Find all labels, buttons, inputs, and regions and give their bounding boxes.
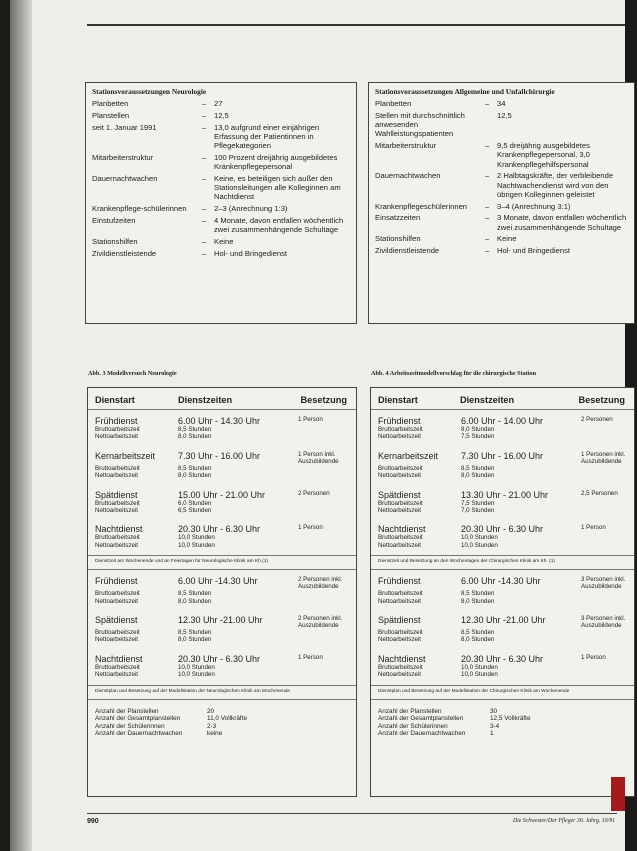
hours-label: Nettoarbeitszeit	[95, 636, 138, 644]
summary-row	[95, 730, 349, 738]
hours-value: 8,0 Stunden	[178, 433, 212, 441]
summary-value: 11,0 Vollkräfte	[207, 715, 248, 723]
shift-hours	[95, 500, 349, 507]
shift-hours	[378, 465, 627, 472]
shift-line	[95, 451, 349, 465]
hours-value: 8,5 Stunden	[178, 629, 212, 637]
hours-label: Nettoarbeitszeit	[95, 541, 138, 549]
requirement-row	[86, 249, 356, 258]
hours-label: Bruttoarbeitszeit	[95, 464, 140, 472]
table-note: Dienstplan und Besetzung auf der Modellstation der Chirurgischen Klinik am Wochenende	[371, 685, 634, 700]
box-title: Stationsvoraussetzungen Neurologie	[92, 87, 207, 96]
hours-value: 8,0 Stunden	[461, 597, 495, 605]
shift-hours	[95, 426, 349, 433]
hours-label: Nettoarbeitszeit	[378, 597, 421, 605]
shift-times: 20.30 Uhr - 6.30 Uhr	[178, 524, 261, 535]
requirement-value: 34	[497, 99, 506, 109]
requirement-value: 2 Halbtagskräfte, der verbleibende Nachtwachendienst wird von den übrigen Kolleginnen geleistet	[497, 171, 614, 199]
hours-value: 6,5 Stunden	[178, 507, 212, 515]
requirement-dash: –	[202, 216, 207, 225]
shift-line	[95, 490, 349, 500]
requirement-row	[369, 213, 634, 231]
requirement-row	[86, 237, 356, 246]
hours-value: 10,0 Stunden	[461, 671, 498, 679]
summary-value: 30	[490, 707, 498, 715]
table-note: Dienstplan und Besetzung auf der Modellstation der Neurologischen Klinik am Wochenende	[88, 685, 356, 700]
requirement-dash: –	[485, 99, 490, 109]
hours-label: Nettoarbeitszeit	[378, 507, 421, 515]
shift-line	[95, 416, 349, 426]
shift-entry	[88, 524, 356, 549]
requirement-dash: –	[202, 153, 207, 162]
requirement-label: Krankenpflegeschülerinnen	[375, 201, 468, 211]
shift-hours	[95, 507, 349, 514]
shift-hours	[378, 433, 627, 440]
header-dienstzeiten: Dienstzeiten	[459, 395, 515, 405]
hours-value: 8,0 Stunden	[461, 426, 495, 433]
hours-label: Bruttoarbeitszeit	[95, 663, 140, 671]
shift-hours	[378, 664, 627, 671]
shift-entry	[371, 615, 634, 644]
hours-label: Nettoarbeitszeit	[378, 636, 421, 644]
table-note: Dienstzeit und Besetzung an den Wochentagen der Chirurgischen Klinik am Kh. (1)	[371, 555, 634, 570]
hours-label: Bruttoarbeitszeit	[95, 499, 140, 507]
shift-hours	[95, 629, 349, 636]
document-page	[10, 0, 625, 851]
hours-value: 8,0 Stunden	[461, 636, 495, 644]
requirement-value: Keine	[214, 237, 234, 246]
summary-row	[378, 723, 627, 731]
table-header	[88, 388, 356, 410]
hours-label: Bruttoarbeitszeit	[378, 590, 423, 598]
staff-summary	[371, 706, 634, 740]
hours-label: Nettoarbeitszeit	[378, 671, 421, 679]
hours-label: Nettoarbeitszeit	[95, 671, 138, 679]
shift-line	[95, 576, 349, 590]
shift-staffing: 1 Person	[581, 524, 606, 532]
summary-value: keine	[207, 730, 223, 738]
requirement-dash: –	[485, 234, 490, 244]
header-rule	[87, 24, 625, 26]
shift-hours	[95, 671, 349, 678]
shift-times: 7.30 Uhr - 16.00 Uhr	[178, 450, 261, 461]
shift-name: Nachtdienst	[95, 653, 143, 664]
requirement-value: 100 Prozent dreijährig ausgebildetes Krankenpflegepersonal	[214, 153, 338, 172]
shift-entry	[88, 416, 356, 441]
shift-name: Frühdienst	[378, 576, 421, 587]
hours-value: 10,0 Stunden	[461, 663, 498, 671]
requirement-label: Planbetten	[92, 99, 129, 109]
requirement-label: Mitarbeiterstruktur	[375, 141, 437, 151]
shift-hours	[95, 433, 349, 440]
surgery-requirements-box	[368, 82, 635, 324]
requirement-row	[369, 234, 634, 243]
requirement-dash: –	[202, 174, 207, 183]
summary-label: Anzahl der Schülerinnen	[95, 722, 165, 730]
journal-source: Die Schwester/Der Pfleger 30. Jahrg. 10/91	[512, 818, 615, 824]
requirement-dash: –	[202, 99, 207, 109]
shift-times: 20.30 Uhr - 6.30 Uhr	[461, 524, 544, 535]
hours-value: 10,0 Stunden	[461, 534, 498, 542]
table-note: Dienstzeit am Wochenende und an Feiertagen für Neurologische Klinik am Kh (1)	[88, 555, 356, 570]
shift-hours	[378, 636, 627, 643]
hours-value: 7,0 Stunden	[461, 507, 495, 515]
summary-value: 3-4	[490, 722, 500, 730]
summary-label: Anzahl der Dauernachtwachen	[95, 730, 183, 738]
shift-times: 7.30 Uhr - 16.00 Uhr	[461, 450, 544, 461]
requirement-label: Planstellen	[92, 111, 130, 120]
shift-hours	[95, 664, 349, 671]
shift-line	[95, 654, 349, 664]
shift-hours	[95, 472, 349, 479]
schedule-table-left	[87, 387, 357, 797]
header-dienstart: Dienstart	[378, 395, 418, 405]
header-besetzung: Besetzung	[300, 395, 347, 405]
requirement-dash: –	[485, 201, 490, 211]
hours-label: Bruttoarbeitszeit	[378, 534, 423, 542]
header-dienstzeiten: Dienstzeiten	[178, 395, 233, 405]
requirement-dash: –	[202, 122, 207, 132]
shift-staffing: 1 Person	[298, 524, 323, 532]
header-dienstart: Dienstart	[95, 395, 135, 405]
box-title: Stationsvoraussetzungen Allgemeine und Unfallchirurgie	[375, 87, 555, 96]
shift-entry	[88, 490, 356, 515]
shift-times: 12.30 Uhr -21.00 Uhr	[178, 615, 263, 626]
shift-hours	[378, 590, 627, 597]
shift-staffing: 2 Personen	[581, 416, 613, 423]
requirement-label: Zivildienstleistende	[92, 248, 157, 258]
shift-entry	[371, 576, 634, 605]
shift-line	[378, 451, 627, 465]
hours-label: Bruttoarbeitszeit	[95, 629, 140, 637]
shift-hours	[95, 598, 349, 605]
shift-name: Nachtdienst	[378, 524, 426, 535]
requirement-row	[86, 99, 356, 108]
requirement-dash: –	[202, 111, 207, 120]
requirement-value: 12,5	[214, 111, 229, 120]
hours-label: Nettoarbeitszeit	[378, 433, 421, 441]
shift-line	[378, 524, 627, 534]
requirement-row	[86, 174, 356, 202]
schedule-table-right	[370, 387, 635, 797]
hours-label: Bruttoarbeitszeit	[378, 629, 423, 637]
hours-value: 8,5 Stunden	[178, 426, 212, 433]
summary-row	[95, 708, 349, 716]
requirement-dash: –	[202, 248, 207, 258]
hours-label: Bruttoarbeitszeit	[95, 426, 140, 433]
hours-label: Bruttoarbeitszeit	[95, 534, 140, 542]
page-edge-marker	[611, 777, 625, 811]
figure-caption-right: Abb. 4 Arbeitszeitmodellvorschlag für die chirurgische Station	[371, 370, 537, 377]
shift-name: Kernarbeitszeit	[378, 450, 439, 461]
requirement-row	[86, 204, 356, 213]
summary-value: 20	[207, 707, 215, 715]
footer-rule	[87, 813, 617, 814]
hours-value: 10,0 Stunden	[178, 541, 215, 549]
requirement-value: Hol- und Bringedienst	[214, 248, 288, 258]
summary-label: Anzahl der Schülerinnen	[378, 722, 448, 730]
shift-staffing: 1 Person	[581, 653, 606, 661]
shift-line	[378, 576, 627, 590]
shift-staffing: 1 Personen inkl. Auszubildende	[581, 450, 626, 465]
requirement-value: 27	[214, 99, 223, 109]
hours-value: 8,0 Stunden	[178, 472, 212, 480]
hours-value: 7,5 Stunden	[461, 499, 495, 507]
shift-line	[378, 416, 627, 426]
requirement-value: Hol- und Bringedienst	[497, 246, 571, 256]
hours-label: Nettoarbeitszeit	[378, 472, 421, 480]
hours-label: Nettoarbeitszeit	[378, 541, 421, 549]
shift-hours	[95, 590, 349, 597]
page-number: 990	[87, 818, 99, 825]
requirement-label: Einsatzzeiten	[375, 213, 421, 223]
requirement-row	[369, 141, 634, 169]
neurology-requirements-box	[85, 82, 357, 324]
summary-row	[95, 723, 349, 731]
requirement-label: seit 1. Januar 1991	[92, 122, 157, 132]
summary-value: 12,5 Vollkräfte	[490, 715, 531, 723]
staff-summary	[88, 706, 356, 740]
shift-staffing: 2 Personen inkl. Auszubildende	[298, 615, 343, 630]
summary-row	[378, 708, 627, 716]
requirement-value: 9,5 dreijährig ausgebildetes Krankenpflegepersonal, 3,0 Krankenpflegehilfspersonal	[497, 141, 590, 169]
shift-name: Spätdienst	[95, 615, 138, 626]
shift-times: 6.00 Uhr - 14.00 Uhr	[461, 416, 544, 426]
shift-entry	[371, 416, 634, 441]
summary-row	[378, 730, 627, 738]
shift-staffing: 1 Person	[298, 416, 323, 423]
hours-value: 6,0 Stunden	[178, 499, 212, 507]
page-binding-shadow	[10, 0, 32, 851]
requirement-value: 3 Monate, davon entfallen wöchentlich zwei zusammenhängende Schultage	[497, 213, 627, 232]
requirement-row	[86, 123, 356, 151]
shift-entry	[371, 654, 634, 679]
summary-label: Anzahl der Dauernachtwachen	[378, 730, 466, 738]
hours-value: 8,5 Stunden	[178, 590, 212, 598]
shift-staffing: 3 Personen inkl. Auszubildende	[581, 576, 626, 591]
hours-value: 10,0 Stunden	[461, 541, 498, 549]
requirement-value: 3–4 (Anrechnung 3:1)	[497, 201, 571, 211]
hours-label: Nettoarbeitszeit	[95, 433, 138, 441]
header-besetzung: Besetzung	[578, 395, 625, 405]
requirement-value: Keine	[497, 234, 517, 244]
requirement-label: Zivildienstleistende	[375, 246, 440, 256]
requirement-label: Stellen mit durchschnittlich anwesenden Wahlleistungspatienten	[375, 111, 465, 139]
shift-name: Frühdienst	[95, 576, 138, 587]
shift-hours	[378, 542, 627, 549]
requirement-dash: –	[202, 237, 207, 246]
hours-value: 8,0 Stunden	[178, 597, 212, 605]
hours-label: Bruttoarbeitszeit	[378, 426, 423, 433]
shift-staffing: 2 Personen inkl. Auszubildende	[298, 576, 343, 591]
hours-value: 8,5 Stunden	[461, 464, 495, 472]
shift-times: 20.30 Uhr - 6.30 Uhr	[178, 653, 261, 664]
shift-hours	[378, 500, 627, 507]
shift-name: Spätdienst	[95, 489, 138, 500]
requirement-value: 4 Monate, davon entfallen wöchentlich zwei zusammenhängende Schultage	[214, 216, 344, 235]
table-header	[371, 388, 634, 410]
shift-entry	[371, 524, 634, 549]
summary-label: Anzahl der Gesamtplanstellen	[378, 715, 464, 723]
shift-hours	[378, 598, 627, 605]
shift-entry	[88, 576, 356, 605]
summary-label: Anzahl der Planstellen	[378, 707, 442, 715]
hours-label: Bruttoarbeitszeit	[95, 590, 140, 598]
shift-name: Frühdienst	[95, 416, 138, 426]
shift-name: Frühdienst	[378, 416, 421, 426]
shift-times: 6.00 Uhr -14.30 Uhr	[461, 576, 541, 587]
hours-value: 10,0 Stunden	[178, 663, 215, 671]
hours-label: Bruttoarbeitszeit	[378, 499, 423, 507]
requirement-dash: –	[202, 204, 207, 214]
requirement-dash: –	[485, 171, 490, 181]
shift-times: 6.00 Uhr -14.30 Uhr	[178, 576, 258, 587]
requirement-label: Stationshilfen	[92, 237, 138, 246]
shift-hours	[378, 671, 627, 678]
hours-value: 7,5 Stunden	[461, 433, 495, 441]
shift-name: Kernarbeitszeit	[95, 450, 156, 461]
shift-staffing: 1 Person	[298, 653, 323, 661]
requirement-row	[369, 111, 634, 139]
shift-line	[378, 615, 627, 629]
shift-entry	[88, 615, 356, 644]
hours-value: 8,0 Stunden	[461, 472, 495, 480]
hours-label: Bruttoarbeitszeit	[378, 663, 423, 671]
shift-times: 12.30 Uhr -21.00 Uhr	[461, 615, 546, 626]
shift-times: 13.30 Uhr - 21.00 Uhr	[461, 489, 549, 500]
requirement-dash: –	[485, 246, 490, 256]
summary-label: Anzahl der Gesamtplanstellen	[95, 715, 181, 723]
shift-hours	[378, 629, 627, 636]
shift-hours	[95, 534, 349, 541]
summary-row	[378, 715, 627, 723]
requirement-label: Planbetten	[375, 99, 412, 109]
requirement-row	[369, 171, 634, 199]
hours-label: Nettoarbeitszeit	[95, 597, 138, 605]
shift-staffing: 3 Personen inkl. Auszubildende	[581, 615, 626, 630]
shift-hours	[378, 472, 627, 479]
shift-line	[378, 490, 627, 500]
shift-name: Nachtdienst	[378, 653, 426, 664]
shift-times: 6.00 Uhr - 14.30 Uhr	[178, 416, 261, 426]
figure-caption-left: Abb. 3 Modellversuch Neurologie	[88, 370, 177, 377]
requirement-label: Dauernachtwachen	[375, 171, 441, 181]
requirement-label: Stationshilfen	[375, 234, 421, 244]
summary-label: Anzahl der Planstellen	[95, 707, 159, 715]
hours-value: 10,0 Stunden	[178, 671, 215, 679]
hours-label: Nettoarbeitszeit	[95, 472, 138, 480]
shift-line	[378, 654, 627, 664]
requirement-dash: –	[485, 141, 490, 151]
requirement-value: 13,0 aufgrund einer einjährigen Erfassung der Patientinnen in Pflegekategorien	[214, 122, 320, 151]
shift-hours	[95, 636, 349, 643]
shift-times: 20.30 Uhr - 6.30 Uhr	[461, 653, 544, 664]
requirement-value: Keine, es beteiligen sich außer den Stationsleitungen alle Kolleginnen am Nachtdienst	[214, 174, 341, 202]
shift-entry	[88, 451, 356, 480]
hours-value: 8,5 Stunden	[461, 629, 495, 637]
requirement-dash: –	[485, 213, 490, 223]
shift-hours	[95, 465, 349, 472]
hours-label: Bruttoarbeitszeit	[378, 464, 423, 472]
requirement-row	[86, 111, 356, 120]
shift-staffing: 2 Personen	[298, 489, 330, 497]
requirement-value: 12,5	[497, 111, 512, 120]
shift-name: Spätdienst	[378, 489, 421, 500]
hours-value: 8,5 Stunden	[461, 590, 495, 598]
shift-entry	[88, 654, 356, 679]
shift-line	[95, 615, 349, 629]
shift-entry	[371, 451, 634, 480]
shift-staffing: 2,5 Personen	[581, 489, 618, 497]
shift-staffing: 1 Person inkl. Auszubildende	[298, 450, 339, 465]
hours-value: 8,5 Stunden	[178, 464, 212, 472]
hours-value: 10,0 Stunden	[178, 534, 215, 542]
requirement-dash	[485, 111, 497, 139]
shift-hours	[378, 426, 627, 433]
shift-line	[95, 524, 349, 534]
summary-value: 1	[490, 730, 494, 738]
requirement-value: 2–3 (Anrechnung 1:3)	[214, 204, 288, 214]
requirement-label: Einstufzeiten	[92, 216, 136, 225]
summary-value: 2-3	[207, 722, 217, 730]
shift-hours	[95, 542, 349, 549]
requirement-row	[369, 246, 634, 255]
requirement-row	[86, 153, 356, 171]
requirement-row	[86, 216, 356, 234]
hours-label: Nettoarbeitszeit	[95, 507, 138, 515]
shift-times: 15.00 Uhr - 21.00 Uhr	[178, 489, 266, 500]
requirement-label: Dauernachtwachen	[92, 174, 158, 183]
requirement-row	[369, 99, 634, 108]
requirement-label: Krankenpflege-schülerinnen	[92, 204, 187, 214]
hours-value: 8,0 Stunden	[178, 636, 212, 644]
shift-name: Spätdienst	[378, 615, 421, 626]
requirement-row	[369, 202, 634, 211]
shift-hours	[378, 507, 627, 514]
shift-name: Nachtdienst	[95, 524, 143, 535]
requirement-label: Mitarbeiterstruktur	[92, 153, 154, 162]
shift-entry	[371, 490, 634, 515]
summary-row	[95, 715, 349, 723]
shift-hours	[378, 534, 627, 541]
